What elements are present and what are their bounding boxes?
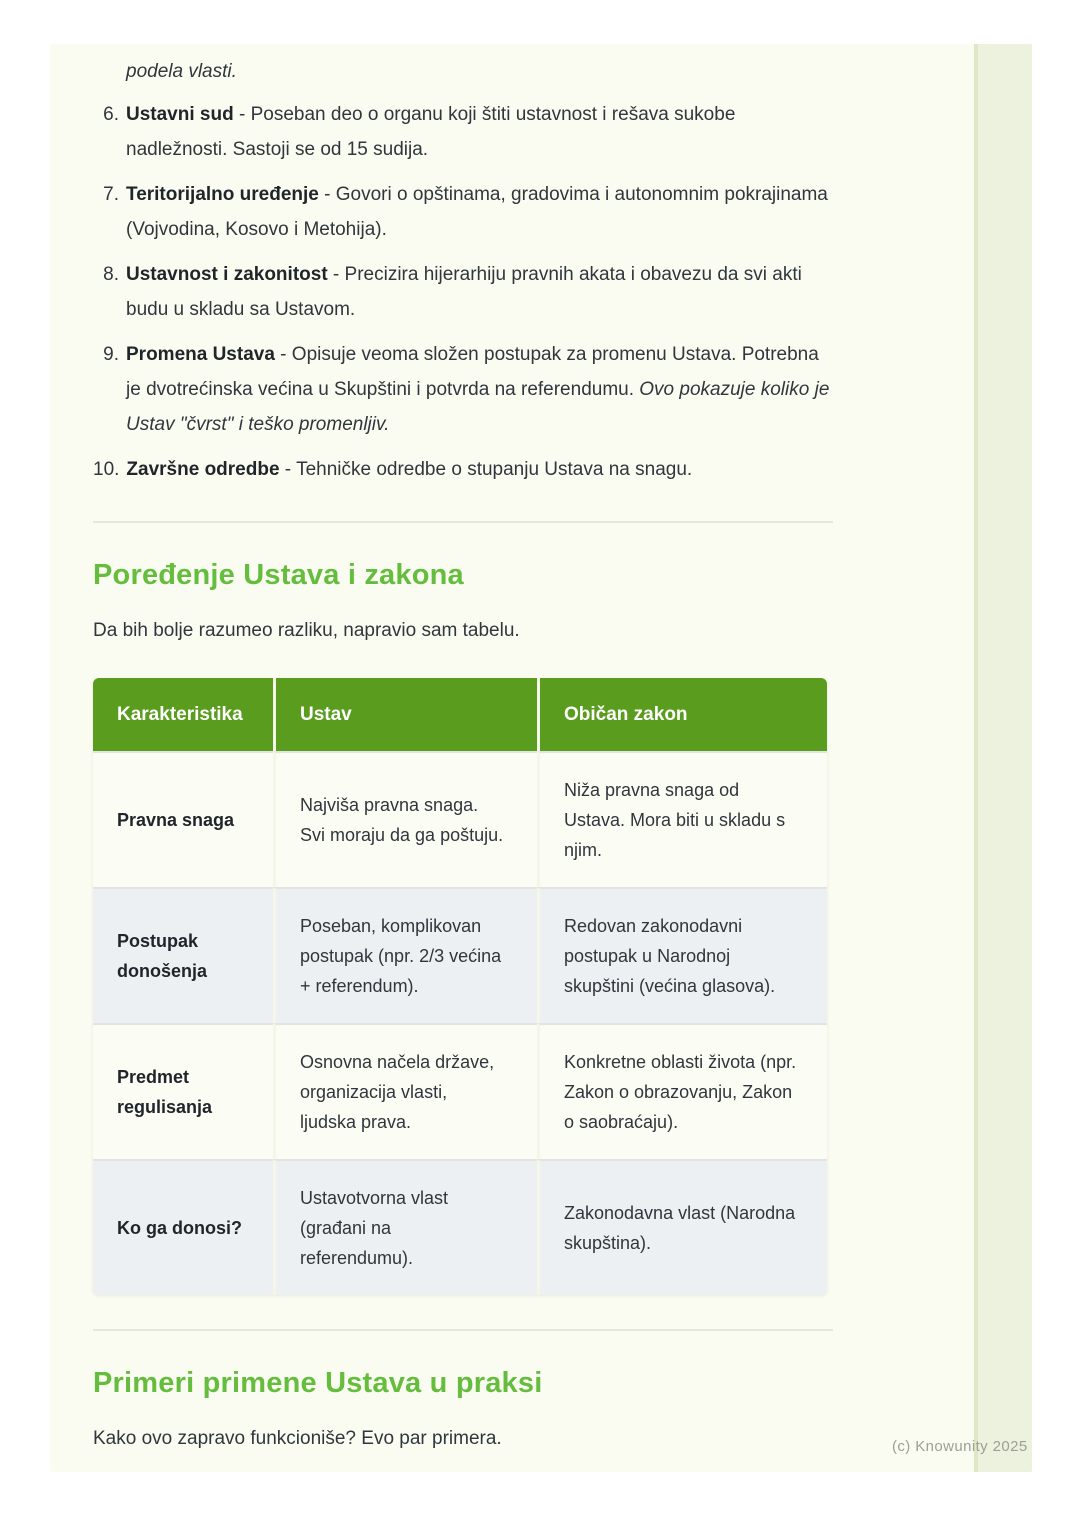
- zakon-cell: Redovan zakonodavni postupak u Narodnoj skupštini (većina glasova).: [537, 887, 827, 1023]
- table-row: [93, 887, 827, 1023]
- list-item-desc: - Poseban deo o organu koji štiti ustavnost i rešava sukobe nadležnosti. Sastoji se od 15 sudija.: [126, 104, 736, 160]
- list-item-number: 8.: [103, 264, 119, 285]
- list-item-number: 6.: [103, 104, 119, 125]
- footer-copyright: (c) Knowunity 2025: [892, 1438, 1028, 1455]
- table-row: [93, 1159, 827, 1295]
- document-content: [93, 44, 833, 1454]
- comparison-table: [93, 678, 827, 1295]
- comparison-section-heading: Poređenje Ustava i zakona: [93, 559, 464, 591]
- ustav-cell: Osnovna načela države, organizacija vlasti, ljudska prava.: [273, 1023, 537, 1159]
- list-item-body: [126, 177, 833, 247]
- row-label-cell: Predmet regulisanja: [93, 1023, 273, 1159]
- list-continuation-text: podela vlasti.: [126, 61, 237, 82]
- list-item-desc-italic: Ovo pokazuje koliko je Ustav "čvrst" i teško promenljiv.: [126, 379, 830, 435]
- examples-section-heading: Primeri primene Ustava u praksi: [93, 1367, 543, 1399]
- list-item-term: Završne odredbe: [126, 459, 280, 480]
- list-item: [93, 97, 833, 167]
- list-item-term: Promena Ustava: [126, 344, 275, 365]
- table-header-cell: Običan zakon: [537, 678, 827, 751]
- table-header-row: [93, 678, 827, 751]
- numbered-list: [93, 97, 833, 487]
- table-row: [93, 1023, 827, 1159]
- list-item-term: Teritorijalno uređenje: [126, 184, 319, 205]
- row-label-cell: Pravna snaga: [93, 751, 273, 887]
- comparison-table-wrapper: [93, 678, 827, 1295]
- zakon-cell: Niža pravna snaga od Ustava. Mora biti u skladu s njim.: [537, 751, 827, 887]
- ustav-cell: Poseban, komplikovan postupak (npr. 2/3 većina + referendum).: [273, 887, 537, 1023]
- section-divider: [93, 1329, 833, 1331]
- comparison-section-intro: Da bih bolje razumeo razliku, napravio sam tabelu.: [93, 620, 520, 641]
- right-accent-stripe: [974, 44, 1032, 1472]
- list-item-desc: - Tehničke odredbe o stupanju Ustava na snagu.: [279, 459, 693, 480]
- list-item-number: 9.: [103, 344, 119, 365]
- row-label-cell: Postupak donošenja: [93, 887, 273, 1023]
- zakon-cell: Zakonodavna vlast (Narodna skupština).: [537, 1159, 827, 1295]
- examples-section-intro: Kako ovo zapravo funkcioniše? Evo par primera.: [93, 1428, 502, 1449]
- list-item: [93, 452, 833, 487]
- document-card: [50, 44, 1032, 1472]
- table-row: [93, 751, 827, 887]
- row-label-cell: Ko ga donosi?: [93, 1159, 273, 1295]
- zakon-cell: Konkretne oblasti života (npr. Zakon o obrazovanju, Zakon o saobraćaju).: [537, 1023, 827, 1159]
- list-item: [93, 257, 833, 327]
- ustav-cell: Najviša pravna snaga. Svi moraju da ga poštuju.: [273, 751, 537, 887]
- list-item-body: [126, 337, 833, 442]
- table-header-cell: Karakteristika: [93, 678, 273, 751]
- list-item-number: 10.: [93, 459, 120, 480]
- table-header-cell: Ustav: [273, 678, 537, 751]
- list-item-body: [126, 452, 833, 487]
- list-item-desc: - Opisuje veoma složen postupak za promenu Ustava. Potrebna je dvotrećinska većina u Skupštini i potvrda na referendumu.: [126, 344, 819, 400]
- list-item: [93, 337, 833, 442]
- list-item-body: [126, 97, 833, 167]
- list-item-term: Ustavnost i zakonitost: [126, 264, 328, 285]
- ustav-cell: Ustavotvorna vlast (građani na referendumu).: [273, 1159, 537, 1295]
- section-divider: [93, 521, 833, 523]
- list-item: [93, 177, 833, 247]
- list-item-number: 7.: [103, 184, 119, 205]
- list-item-term: Ustavni sud: [126, 104, 234, 125]
- list-item-desc: - Precizira hijerarhiju pravnih akata i obavezu da svi akti budu u skladu sa Ustavom.: [126, 264, 802, 320]
- list-item-body: [126, 257, 833, 327]
- list-item-desc: - Govori o opštinama, gradovima i autonomnim pokrajinama (Vojvodina, Kosovo i Metohija).: [126, 184, 828, 240]
